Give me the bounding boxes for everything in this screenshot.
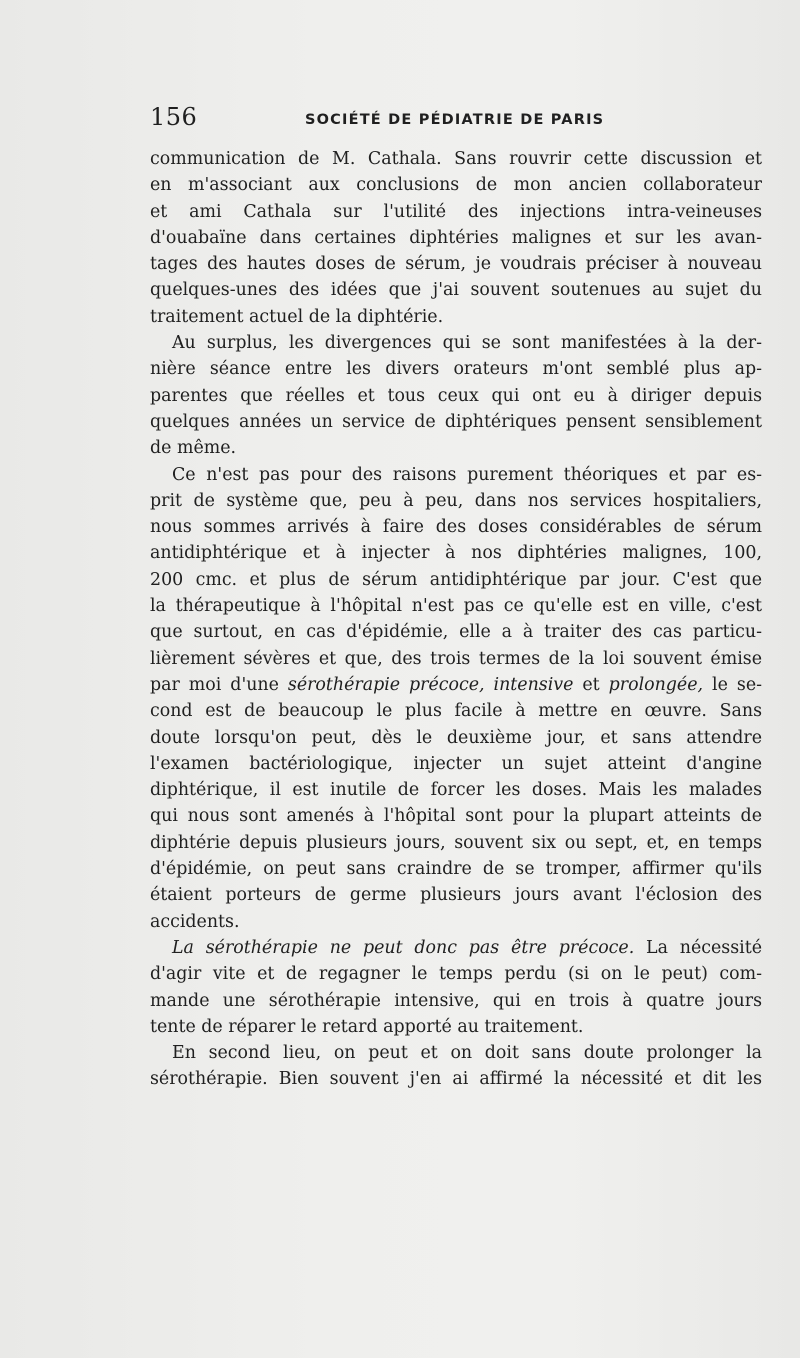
text-line: étaient porteurs de germe plusieurs jours avant l'éclosion des xyxy=(150,885,762,906)
text-line: antidiphtérique et à injecter à nos diphtéries malignes, 100, xyxy=(150,543,762,564)
text-line: cond est de beaucoup le plus facile à mettre en œuvre. Sans xyxy=(150,701,762,722)
text-line: la thérapeutique à l'hôpital n'est pas ce qu'elle est en ville, c'est xyxy=(150,596,762,617)
text-line: diphtérique, il est inutile de forcer les doses. Mais les malades xyxy=(150,780,762,801)
text-line: prit de système que, peu à peu, dans nos services hospitaliers, xyxy=(150,490,762,511)
text-line: doute lorsqu'on peut, dès le deuxième jour, et sans attendre xyxy=(150,727,762,748)
text-line: tages des hautes doses de sérum, je voudrais préciser à nouveau xyxy=(150,254,762,275)
page-header xyxy=(150,103,764,137)
page-number: 156 xyxy=(150,103,198,131)
text-line: communication de M. Cathala. Sans rouvrir cette discussion et xyxy=(150,149,762,169)
text-line: l'examen bactériologique, injecter un sujet atteint d'angine xyxy=(150,753,762,774)
text-line: lièrement sévères et que, des trois termes de la loi souvent émise xyxy=(150,648,762,669)
text-line: nous sommes arrivés à faire des doses considérables de sérum xyxy=(150,517,762,538)
text-segment: le se- xyxy=(703,674,762,695)
text-line: et ami Cathala sur l'utilité des injections intra-veineuses xyxy=(150,201,762,222)
running-head: SOCIÉTÉ DE PÉDIATRIE DE PARIS xyxy=(305,112,605,128)
text-line: Au surplus, les divergences qui se sont manifestées à la der- xyxy=(172,333,762,354)
text-line: en m'associant aux conclusions de mon ancien collaborateur xyxy=(150,175,762,196)
text-line: quelques années un service de diphtériques pensent sensiblement xyxy=(150,411,762,432)
text-segment: par moi d'une xyxy=(150,674,288,695)
text-segment: et xyxy=(573,674,609,695)
text-line: d'ouabaïne dans certaines diphtéries malignes et sur les avan- xyxy=(150,227,762,248)
text-segment: La nécessité xyxy=(634,937,762,958)
text-line: 200 cmc. et plus de sérum antidiphtérique par jour. C'est que xyxy=(150,569,762,590)
text-line: parentes que réelles et tous ceux qui ont eu à diriger depuis xyxy=(150,385,762,406)
text-line: de même. xyxy=(150,438,237,459)
text-line: traitement actuel de la diphtérie. xyxy=(150,306,444,327)
text-line-mixed xyxy=(150,935,762,961)
text-line: tente de réparer le retard apporté au traitement. xyxy=(150,1016,584,1037)
text-line: d'épidémie, on peut sans craindre de se tromper, affirmer qu'ils xyxy=(150,859,762,880)
text-line-mixed xyxy=(150,672,762,698)
text-line: d'agir vite et de regagner le temps perdu (si on le peut) com- xyxy=(150,964,762,985)
text-line: quelques-unes des idées que j'ai souvent soutenues au sujet du xyxy=(150,280,762,301)
text-line: Ce n'est pas pour des raisons purement théoriques et par es- xyxy=(172,464,762,485)
body-text xyxy=(150,146,762,1093)
text-line: mande une sérothérapie intensive, qui en trois à quatre jours xyxy=(150,990,762,1011)
text-line: nière séance entre les divers orateurs m'ont semblé plus ap- xyxy=(150,359,762,380)
text-line: qui nous sont amenés à l'hôpital sont pour la plupart atteints de xyxy=(150,806,762,827)
text-line: que surtout, en cas d'épidémie, elle a à traiter des cas particu- xyxy=(150,622,762,643)
text-line: sérothérapie. Bien souvent j'en ai affirmé la nécessité et dit les xyxy=(150,1069,762,1090)
text-line: accidents. xyxy=(150,911,240,932)
italic-segment: La sérothérapie ne peut donc pas être précoce. xyxy=(172,937,635,958)
text-line: diphtérie depuis plusieurs jours, souvent six ou sept, et, en temps xyxy=(150,832,762,853)
text-line: En second lieu, on peut et on doit sans doute prolonger la xyxy=(172,1043,762,1064)
italic-segment: sérothérapie précoce, intensive xyxy=(287,674,574,695)
italic-segment: prolongée, xyxy=(608,674,704,695)
